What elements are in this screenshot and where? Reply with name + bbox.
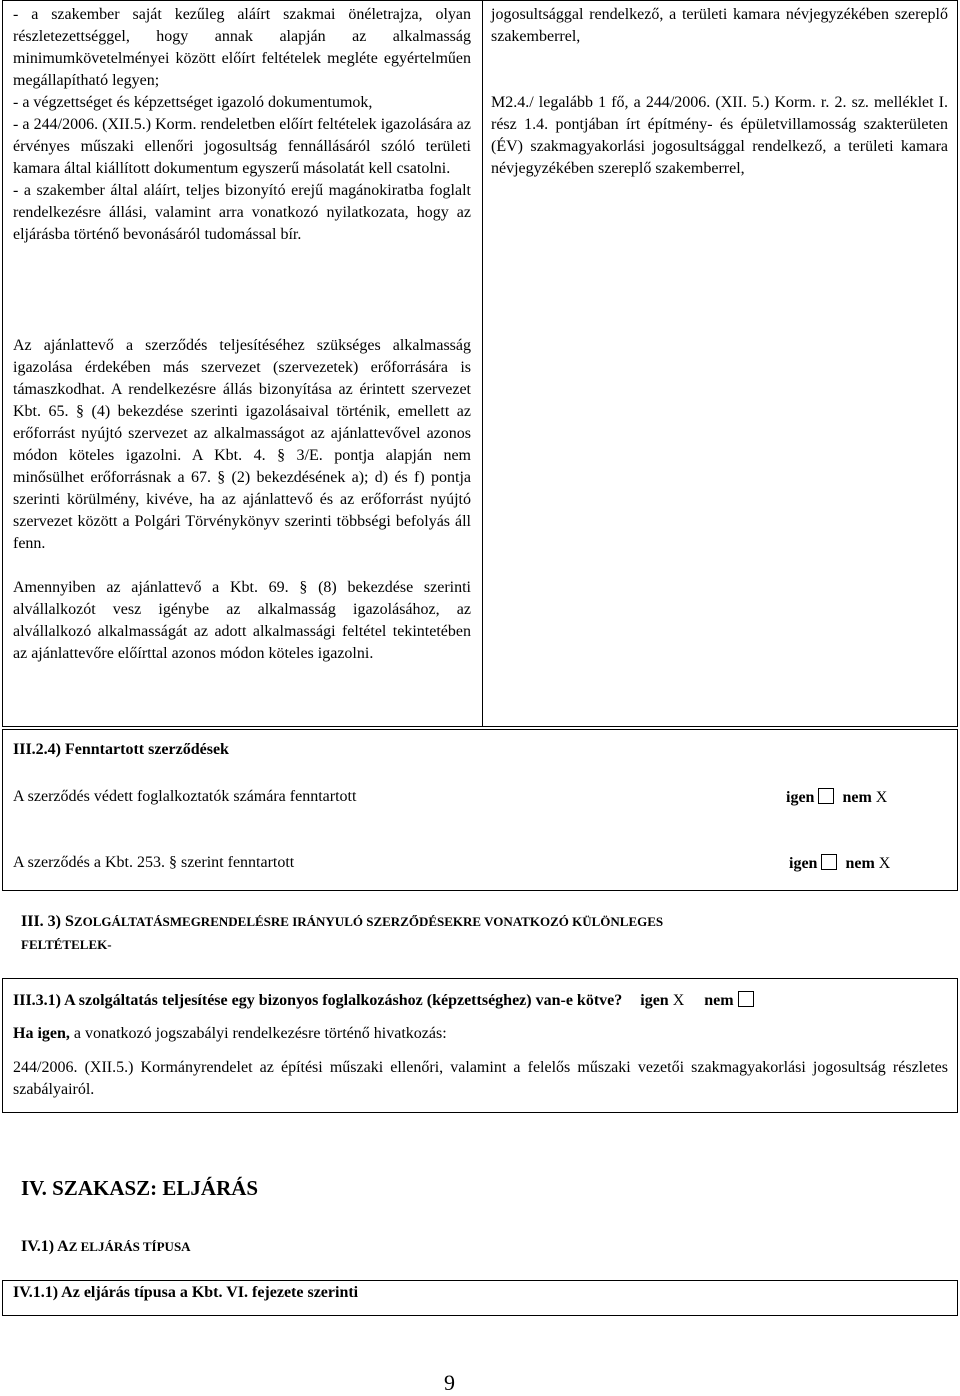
- yes-checkbox-1[interactable]: [818, 788, 834, 804]
- profession-question: III.3.1) A szolgáltatás teljesítése egy bizonyos foglalkozáshoz (képzettséghez) van-e kötve?: [13, 992, 623, 1009]
- reserved-row-2-text: A szerződés a Kbt. 253. § szerint fenntartott: [13, 854, 295, 871]
- yes-label-1: igen: [786, 789, 815, 806]
- resource-text: [13, 335, 471, 665]
- no-checkbox-3[interactable]: [738, 991, 754, 1007]
- column-divider: [482, 0, 483, 727]
- legal-reference-answer: 244/2006. (XII.5.) Kormányrendelet az építési műszaki ellenőri, valamint a felelős műszaki vezetői szakmagyakorlási jogosultság részletes szabályairól.: [13, 1059, 948, 1098]
- section-4-1-heading: IV.1) AZ ELJÁRÁS TÍPUSA: [21, 1238, 191, 1255]
- m2-4-requirement: M2.4./ legalább 1 fő, a 244/2006. (XII. 5.) Korm. r. 2. sz. melléklet I. rész 1.4. pontjában írt építmény- és épületvillamosság szakterületen (ÉV) szakmagyakorlási jogosultsággal rendelkező, a területi kamara névjegyzékében szereplő szakemberrel,: [491, 94, 948, 177]
- legal-reference-label: Ha igen, a vonatkozó jogszabályi rendelkezésre történő hivatkozás:: [13, 1025, 447, 1042]
- reserved-row-1: [13, 788, 356, 806]
- cv-requirement: - a szakember saját kezűleg aláírt szakmai önéletrajza, olyan részletezettséggel, hogy annak alapján az alkalmasság minimumkövetelményei között előírt feltételek megléte egyértelműen megállapítható legyen;: [13, 6, 471, 89]
- diploma-requirement: - a végzettséget és képzettséget igazoló dokumentumok,: [13, 94, 373, 111]
- reserved-heading: III.2.4) Fenntartott szerződések: [13, 741, 229, 758]
- section-3-3-heading: III. 3) SZOLGÁLTATÁSMEGRENDELÉSRE IRÁNYULÓ SZERZŐDÉSEKRE VONATKOZÓ KÜLÖNLEGES: [21, 913, 664, 930]
- no-label-3: nem: [704, 992, 734, 1009]
- reserved-row-1-text: A szerződés védett foglalkoztatók számára fenntartott: [13, 788, 357, 805]
- no-label-2: nem: [845, 855, 875, 872]
- right-column: [491, 4, 948, 180]
- section-4-title: IV. SZAKASZ: ELJÁRÁS: [21, 1176, 259, 1200]
- yes-label-2: igen: [789, 855, 818, 872]
- reserved-row-1-options: [786, 788, 887, 807]
- license-requirement: - a 244/2006. (XII.5.) Korm. rendeletben előírt feltételek igazolására az érvényes műszaki ellenőri jogosultság fennállásáról szóló területi kamara által kiállított dokumentum egyszerű másolatát kell csatolni.: [13, 116, 471, 177]
- reserved-row-2: [13, 854, 294, 872]
- availability-requirement: - a szakember által aláírt, teljes bizonyító erejű magánokiratba foglalt rendelkezésre állási, valamint arra vonatkozó nyilatkozata, hogy az eljárásba történő bevonásáról tudomással bír.: [13, 182, 471, 243]
- subcontractor-paragraph: Amennyiben az ajánlattevő a Kbt. 69. § (8) bekezdése szerinti alvállalkozót vesz igénybe az alkalmasság igazolásához, az alvállalkozó alkalmasságát az adott alkalmassági feltétel tekintetében az ajánlattevőre előírttal azonos módon köteles igazolni.: [13, 579, 471, 662]
- yes-checkbox-2[interactable]: [821, 854, 837, 870]
- procedure-type: IV.1.1) Az eljárás típusa a Kbt. VI. fejezete szerinti: [13, 1284, 359, 1301]
- yes-label-3: igen: [640, 992, 669, 1009]
- right-paragraph: jogosultsággal rendelkező, a területi kamara névjegyzékében szereplő szakemberrel,: [491, 6, 948, 45]
- reserved-row-2-options: [789, 854, 890, 873]
- page-number: 9: [444, 1370, 455, 1395]
- resource-paragraph: Az ajánlattevő a szerződés teljesítéséhez szükséges alkalmasság igazolása érdekében más szervezet (szervezetek) erőforrására is támaszkodhat. A rendelkezésre állás bizonyítása az érintett szervezet Kbt. 65. § (4) bekezdése szerinti igazolásaival történik, emellett az erőforrást nyújtó szervezet az alkalmasságot az ajánlattevővel azonos módon köteles igazolni. A Kbt. 4. § 3/E. pontja alapján nem minősülhet erőforrásnak a 67. § (2) bekezdésének a); d) és f) pontja szerinti körülmény, kivéve, ha az ajánlattevő és az erőforrást nyújtó szervezet között a Polgári Törvénykönyv szerinti többségi befolyás áll fenn.: [13, 337, 471, 552]
- section-3-3-heading-cont: FELTÉTELEK-: [21, 937, 112, 952]
- no-label-1: nem: [842, 789, 872, 806]
- left-column: [13, 4, 471, 246]
- yes-mark-3[interactable]: X: [672, 992, 685, 1009]
- no-mark-1[interactable]: X: [875, 789, 888, 806]
- profession-question-row: [13, 991, 758, 1010]
- no-mark-2[interactable]: X: [878, 855, 891, 872]
